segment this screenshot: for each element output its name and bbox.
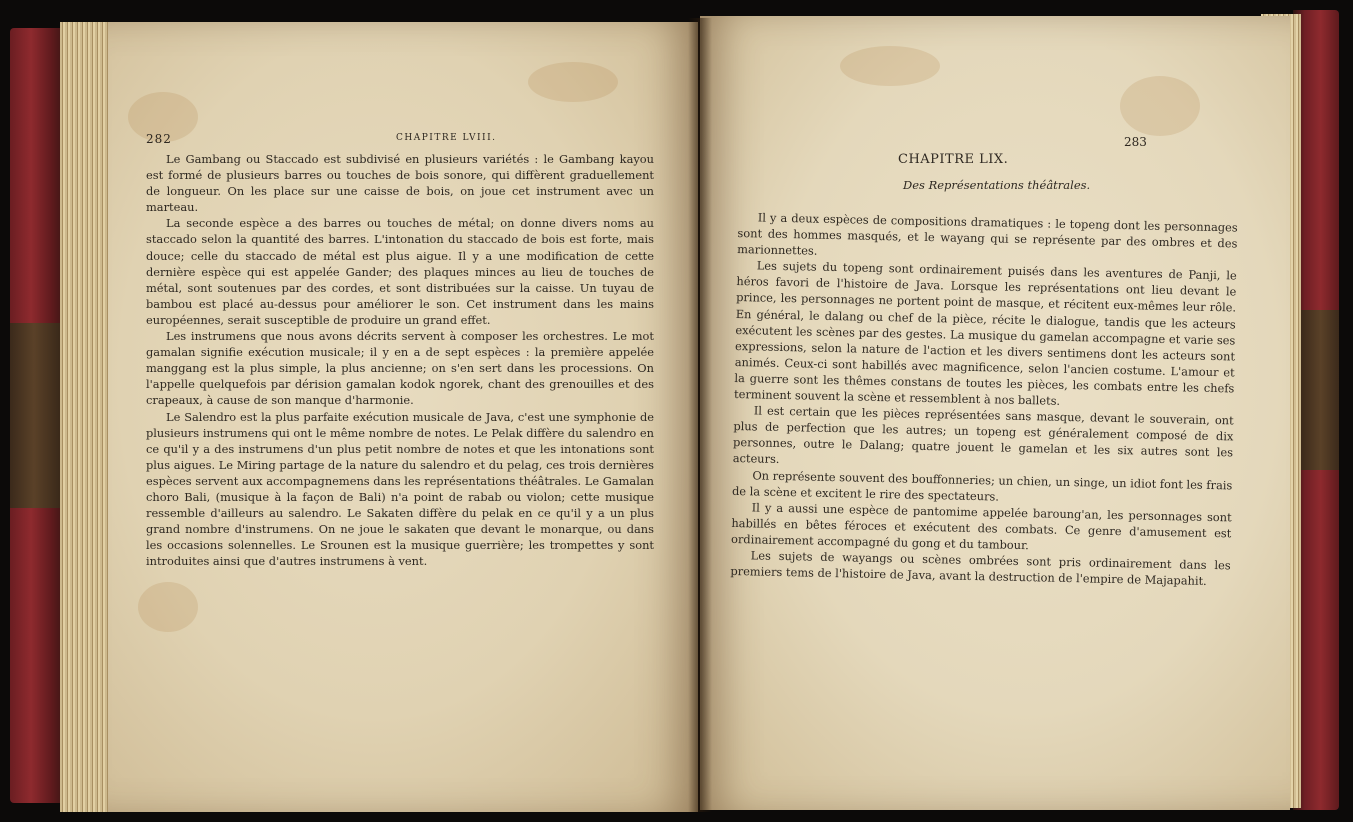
paragraph: Il est certain que les pièces représentées sans masque, devant le souverain, ont plus de perfection que les autres; un topeng est généralement composé de dix personnes, outre le Dalang; quatre jouent le gamelan et les six autres sont les acteurs. [732, 403, 1234, 467]
paragraph: On représente souvent des bouffonneries; un chien, un singe, un idiot font les frais de la scène et excitent le rire des spectateurs. [731, 467, 1233, 504]
paragraph: La seconde espèce a des barres ou touches de métal; on donne divers noms au staccado selon la quantité des barres. L'intonation du staccado de bois est forte, mais douce; celle du staccado de métal est plus aigue. Il y a une modification de cette dernière espèce qui est appelée Gander; des plaques minces au lieu de touches de métal, sont soutenues par des cordes, et sont distribuées sur la caisse. Un tuyau de bambou est placé au-dessus pour améliorer le son. Cet instrument dans les mains européennes, serait susceptible de produire un grand effet. [146, 216, 654, 327]
paragraph: Les sujets du topeng sont ordinairement puisés dans les aventures de Panji, le héros favori de l'histoire de Java. Lorsque les représentations ont lieu devant le prince, les personnages ne portent point de masque, et récitent eux-mêmes leur rôle. En général, le dalang ou chef de la pièce, récite le dialogue, tandis que les acteurs exécutent les scènes par des gestes. La musique du gamelan accompagne et varie ses expressions, selon la nature de l'action et les divers sentimens dont les acteurs sont animés. Ceux-ci sont habillés avec magnificence, selon l'ancien costume. L'amour et la guerre sont les thêmes constans de toutes les pièces, les combats entre les chefs terminent souvent la scène et ressemblent à nos ballets. [733, 258, 1237, 408]
chapter-subtitle: Des Représentations théâtrales. [903, 178, 1091, 192]
chapter-title: CHAPITRE LIX. [898, 152, 1009, 167]
paragraph: Il y a aussi une espèce de pantomime appelée baroung'an, les personnages sont habillés en bêtes féroces et exécutent des combats. Ce genre d'amusement est ordinairement accompagné du gong et du tambour. [730, 500, 1232, 553]
left-page-number: 282 [146, 132, 172, 146]
left-page-text [146, 151, 654, 569]
right-page-text [730, 209, 1238, 590]
paragraph: Les instrumens que nous avons décrits servent à composer les orchestres. Le mot gamalan signifie exécution musicale; il y en a de sept espèces : la première appelée manggang est la plus simple, la plus ancienne; on s'en sert dans les processions. On l'appelle quelquefois par dérision gamalan kodok ngorek, chant des grenouilles et des crapeaux, à cause de son manque d'harmonie. [146, 329, 654, 408]
paragraph: Il y a deux espèces de compositions dramatiques : le topeng dont les personnages sont des hommes masqués, et le wayang qui se représente par des ombres et des marionnettes. [737, 210, 1238, 258]
running-head: CHAPITRE LVIII. [396, 133, 497, 143]
paragraph: Le Salendro est la plus parfaite exécution musicale de Java, c'est une symphonie de plusieurs instrumens qui ont le même nombre de notes. Le Pelak diffère du salendro en ce qu'il y a des instrumens d'un plus petit nombre de notes et que les intonations sont plus aigues. Le Miring partage de la nature du salendro et du pelag, ces trois dernières espèces servent aux accompagnemens dans les représentations théâtrales. Le Gamalan choro Bali, (musique à la façon de Bali) n'a point de rabab ou violon; cette musique ressemble d'ailleurs au salendro. Le Sakaten diffère du pelak en ce qu'il y a un plus grand nombre d'instrumens. On ne joue le sakaten que devant le monarque, ou dans les occasions solennelles. Le Srounen est la musique guerrière; les trompettes y sont introduites ainsi que d'autres instrumens à vent. [146, 409, 654, 569]
right-page-number: 283 [1124, 135, 1147, 149]
paragraph: Les sujets de wayangs ou scènes ombrées sont pris ordinairement dans les premiers tems de l'histoire de Java, avant la destruction de l'empire de Majapahit. [730, 548, 1231, 588]
paragraph: Le Gambang ou Staccado est subdivisé en plusieurs variétés : le Gambang kayou est formé de plusieurs barres ou touches de bois sonore, qui diffèrent graduellement de longueur. On les place sur une caisse de bois, on joue cet instrument avec un marteau. [146, 152, 654, 215]
